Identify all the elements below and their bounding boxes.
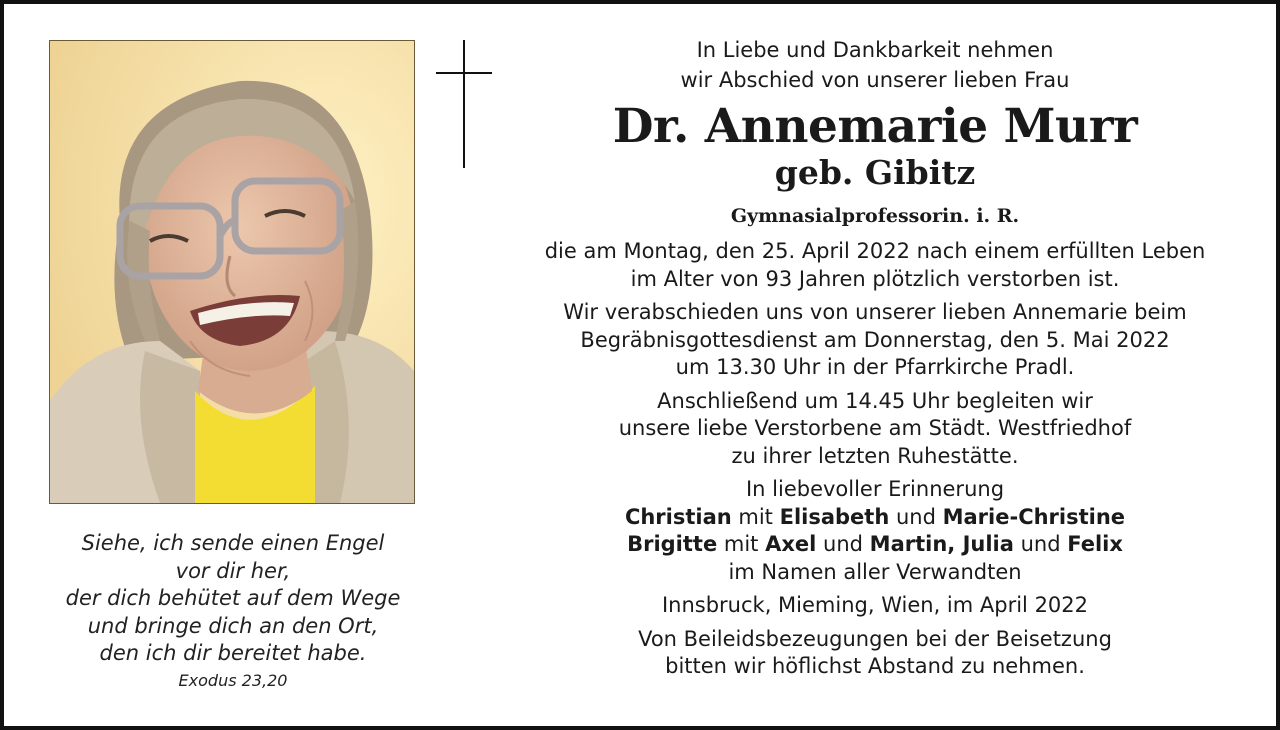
intro-line: In Liebe und Dankbarkeit nehmen <box>696 38 1054 62</box>
connector-text: mit <box>717 532 766 556</box>
memory-line: In liebevoller Erinnerung <box>745 477 1005 501</box>
service-line: Begräbnisgottesdienst am Donnerstag, den 5. Mai 2022 <box>580 327 1170 352</box>
family-name: Martin, Julia <box>869 532 1014 556</box>
portrait-image <box>50 41 414 503</box>
family-name: Axel <box>765 532 817 556</box>
place-date: Innsbruck, Mieming, Wien, im April 2022 <box>661 593 1089 617</box>
connector-text: mit <box>731 504 780 529</box>
death-line: die am Montag, den 25. April 2022 nach einem erfüllten Leben <box>544 239 1206 263</box>
bible-verse <box>44 530 422 694</box>
burial-line: Anschließend um 14.45 Uhr begleiten wir <box>657 388 1093 413</box>
burial-line: unsere liebe Verstorbene am Städt. Westfriedhof <box>618 416 1132 440</box>
mourners <box>504 476 1246 586</box>
deceased-name: Dr. Annemarie Murr <box>612 99 1138 154</box>
verse-line: vor dir her, <box>175 558 291 583</box>
death-notice <box>504 238 1246 293</box>
relatives-line: im Namen aller Verwandten <box>728 559 1022 584</box>
connector-text: und <box>889 504 943 529</box>
condolence-line: bitten wir höflichst Abstand zu nehmen. <box>665 654 1085 678</box>
intro-line: wir Abschied von unserer lieben Frau <box>680 68 1070 92</box>
family-name: Felix <box>1067 532 1123 556</box>
death-line: im Alter von 93 Jahren plötzlich verstorben ist. <box>630 266 1120 291</box>
connector-text: und <box>1013 532 1068 556</box>
service-notice <box>504 299 1246 382</box>
cross-icon <box>436 40 492 170</box>
burial-line: zu ihrer letzten Ruhestätte. <box>731 443 1019 468</box>
condolence-line: Von Beileidsbezeugungen bei der Beisetzung <box>638 626 1112 651</box>
profession: Gymnasialprofessorin. i. R. <box>730 205 1020 227</box>
verse-line: Siehe, ich sende einen Engel <box>81 531 385 555</box>
verse-line: der dich behütet auf dem Wege <box>65 586 401 610</box>
family-line <box>504 504 1246 532</box>
burial-notice <box>504 388 1246 471</box>
service-line: um 13.30 Uhr in der Pfarrkirche Pradl. <box>675 355 1075 379</box>
verse-line: und bringe dich an den Ort, <box>87 613 379 638</box>
family-name: Marie-Christine <box>942 504 1126 529</box>
family-name: Brigitte <box>627 532 718 556</box>
family-name: Elisabeth <box>779 504 890 529</box>
obituary-text <box>504 34 1246 681</box>
verse-line: den ich dir bereitet habe. <box>99 641 367 665</box>
portrait-photo <box>49 40 415 504</box>
birth-name: geb. Gibitz <box>774 153 976 192</box>
family-name: Christian <box>624 504 732 529</box>
service-line: Wir verabschieden uns von unserer lieben Annemarie beim <box>563 300 1187 324</box>
connector-text: und <box>816 532 870 556</box>
verse-source: Exodus 23,20 <box>178 670 288 690</box>
condolence-notice <box>504 626 1246 681</box>
family-line <box>504 531 1246 559</box>
